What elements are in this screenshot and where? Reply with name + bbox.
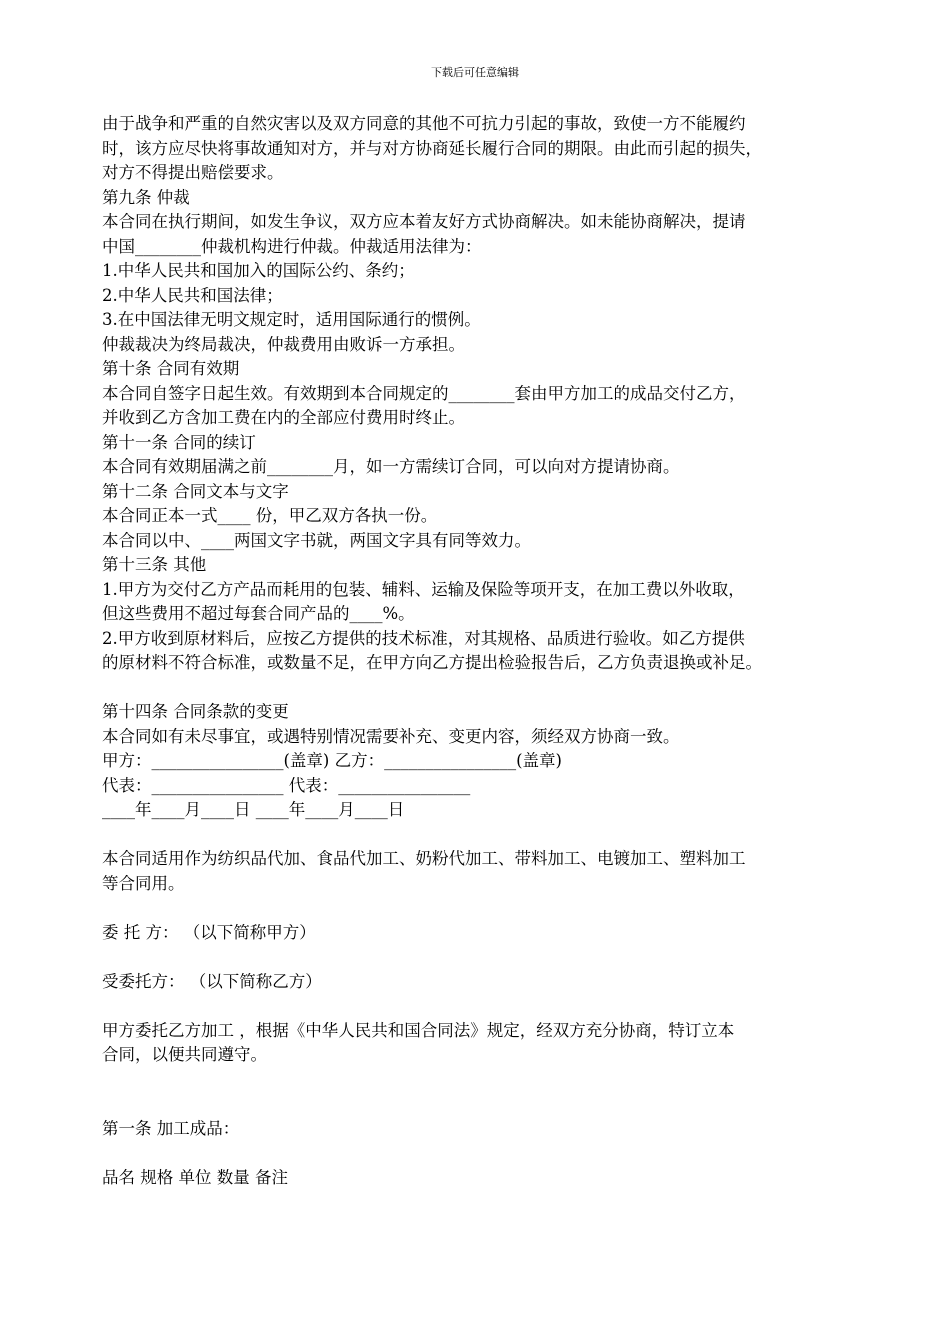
- section-heading: 第十三条 其他: [102, 555, 207, 574]
- party-line: 受委托方： （以下简称乙方）: [102, 971, 322, 991]
- text-line: 仲裁裁决为终局裁决，仲裁费用由败诉一方承担。: [102, 334, 465, 354]
- text-line: 本合同有效期届满之前________月，如一方需续订合同，可以向对方提请协商。: [102, 457, 680, 476]
- list-item: 3.在中国法律无明文规定时，适用国际通行的惯例。: [102, 310, 481, 329]
- list-item: 2.甲方收到原材料后，应按乙方提供的技术标准，对其规格、品质进行验收。如乙方提供: [102, 628, 745, 648]
- text-line: 本合同以中、____两国文字书就，两国文字具有同等效力。: [102, 530, 531, 550]
- blank-line: [102, 1141, 872, 1166]
- text-line: 时，该方应尽快将事故通知对方，并与对方协商延长履行合同的期限。由此而引起的损失，: [102, 138, 762, 158]
- text-line: 合同，以便共同遵守。: [102, 1045, 267, 1064]
- text-line: 对方不得提出赔偿要求。: [102, 163, 284, 182]
- list-item: 1.中华人民共和国加入的国际公约、条约；: [102, 261, 415, 280]
- section-heading: 第十一条 合同的续订: [102, 432, 256, 452]
- list-item: 2.中华人民共和国法律；: [102, 285, 283, 305]
- signature-line: 代表：________________ 代表：________________: [102, 775, 471, 795]
- section-heading: 第十四条 合同条款的变更: [102, 702, 289, 721]
- text-line: 但这些费用不超过每套合同产品的____%。: [102, 604, 415, 623]
- blank-line: [102, 1068, 872, 1117]
- section-heading: 第九条 仲裁: [102, 187, 190, 207]
- section-heading: 第十二条 合同文本与文字: [102, 481, 289, 501]
- text-line: 本合同适用作为纺织品代加、食品代加工、奶粉代加工、带料加工、电镀加工、塑料加工: [102, 849, 746, 868]
- text-line: 的原材料不符合标准，或数量不足，在甲方向乙方提出检验报告后，乙方负责退换或补足。: [102, 653, 762, 672]
- text-line: 本合同正本一式____ 份，甲乙双方各执一份。: [102, 506, 438, 525]
- page-header: 下载后可任意编辑: [431, 66, 519, 79]
- section-heading: 第十条 合同有效期: [102, 359, 240, 378]
- blank-line: [102, 994, 872, 1019]
- text-line: 本合同在执行期间，如发生争议，双方应本着友好方式协商解决。如未能协商解决，提请: [102, 212, 746, 231]
- text-line: 由于战争和严重的自然灾害以及双方同意的其他不可抗力引起的事故，致使一方不能履约: [102, 114, 746, 133]
- section-heading: 第一条 加工成品：: [102, 1118, 240, 1138]
- text-line: 本合同如有未尽事宜，或遇特别情况需要补充、变更内容，须经双方协商一致。: [102, 726, 680, 746]
- blank-line: [102, 676, 872, 701]
- table-header-line: 品名 规格 单位 数量 备注: [102, 1167, 288, 1187]
- text-line: 甲方委托乙方加工 ，根据《中华人民共和国合同法》规定，经双方充分协商，特订立本: [102, 1020, 735, 1040]
- party-line: 委 托 方： （以下简称甲方）: [102, 922, 316, 942]
- blank-line: [102, 896, 872, 921]
- text-line: 等合同用。: [102, 873, 185, 893]
- list-item: 1.甲方为交付乙方产品而耗用的包装、辅料、运输及保险等项开支，在加工费以外收取，: [102, 579, 745, 599]
- blank-line: [102, 945, 872, 970]
- document-body: [102, 112, 872, 1190]
- text-line: 中国________仲裁机构进行仲裁。仲裁适用法律为：: [102, 236, 482, 256]
- date-line: ____年____月____日 ____年____月____日: [102, 800, 405, 819]
- text-line: 并收到乙方含加工费在内的全部应付费用时终止。: [102, 408, 465, 427]
- signature-line: 甲方：________________(盖章) 乙方：________________(盖章): [102, 751, 562, 770]
- blank-line: [102, 823, 872, 848]
- text-line: 本合同自签字日起生效。有效期到本合同规定的________套由甲方加工的成品交付乙方，: [102, 383, 746, 403]
